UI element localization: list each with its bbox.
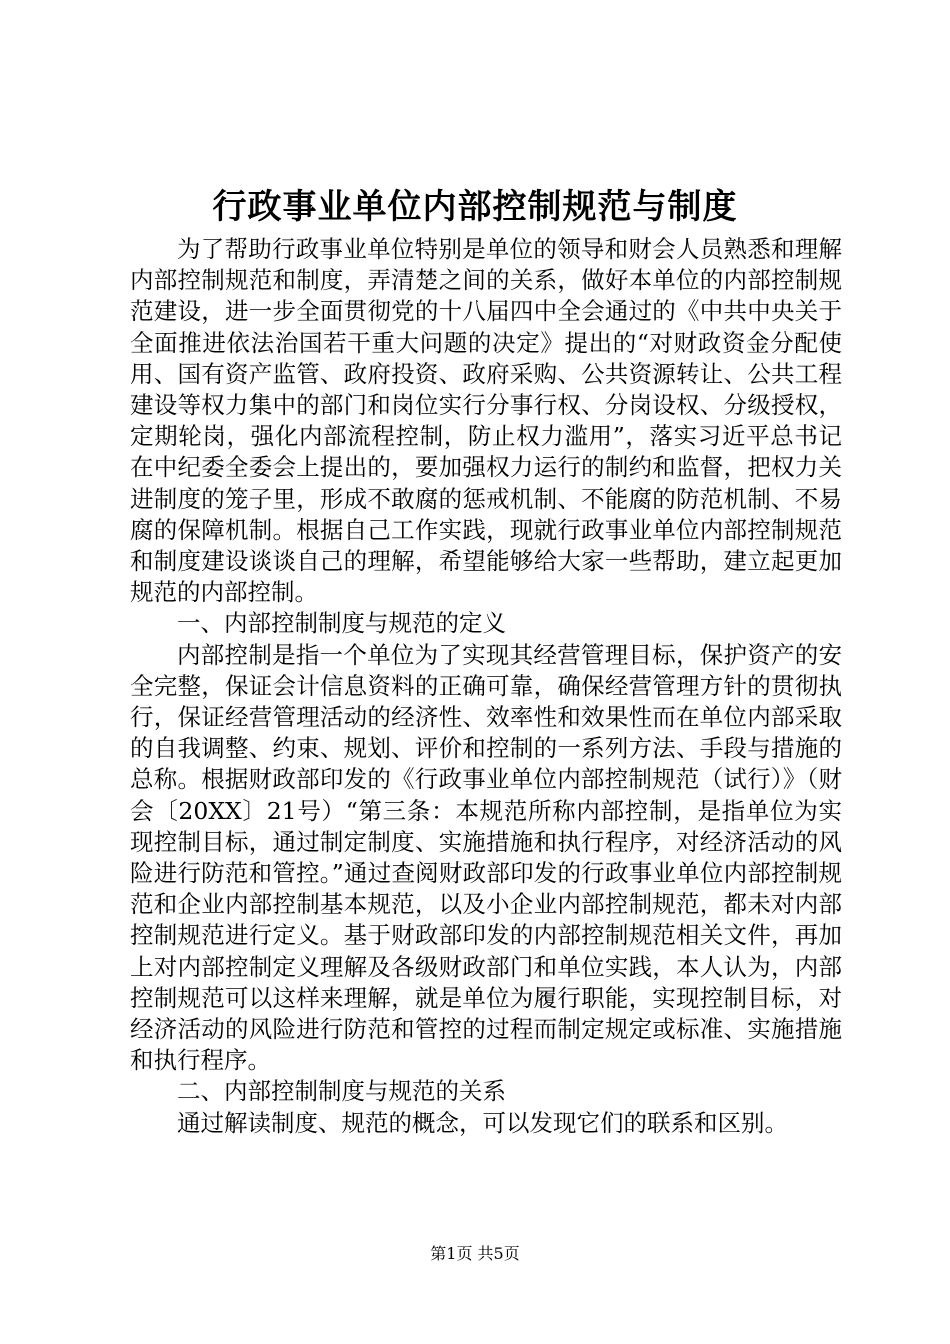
section-heading-2: 二、内部控制制度与规范的关系 — [177, 1077, 506, 1106]
page-number-footer: 第1页 共5页 — [430, 1244, 520, 1263]
section-heading-1: 一、内部控制制度与规范的定义 — [177, 609, 506, 638]
paragraph-relation: 通过解读制度、规范的概念，可以发现它们的联系和区别。 — [177, 1108, 788, 1137]
paragraph-intro: 为了帮助行政事业单位特别是单位的领导和财会人员熟悉和理解内部控制规范和制度，弄清楚之间的关系，做好本单位的内部控制规范建设，进一步全面贯彻党的十八届四中全会通过的《中共中央关于全面推进依法治国若干重大问题的决定》提出的“对财政资金分配使用、国有资产监管、政府投资、政府采购、公共资源转让、公共工程建设等权力集中的部门和岗位实行分事行权、分岗设权、分级授权，定期轮岗，强化内部流程控制，防止权力滥用”，落实习近平总书记在中纪委全委会上提出的，要加强权力运行的制约和监督，把权力关进制度的笼子里，形成不敢腐的惩戒机制、不能腐的防范机制、不易腐的保障机制。根据自己工作实践，现就行政事业单位内部控制规范和制度建设谈谈自己的理解，希望能够给大家一些帮助，建立起更加规范的内部控制。 — [130, 235, 842, 607]
document-title: 行政事业单位内部控制规范与制度 — [212, 187, 738, 227]
document-body — [130, 234, 842, 1139]
paragraph-definition: 内部控制是指一个单位为了实现其经营管理目标，保护资产的安全完整，保证会计信息资料的正确可靠，确保经营管理方针的贯彻执行，保证经营管理活动的经济性、效率性和效果性而在单位内部采取的自我调整、约束、规划、评价和控制的一系列方法、手段与措施的总称。根据财政部印发的《行政事业单位内部控制规范（试行）》（财会〔20XX〕21号）“第三条：本规范所称内部控制，是指单位为实现控制目标，通过制定制度、实施措施和执行程序，对经济活动的风险进行防范和管控。”通过查阅财政部印发的行政事业单位内部控制规范和企业内部控制基本规范，以及小企业内部控制规范，都未对内部控制规范进行定义。基于财政部印发的内部控制规范相关文件，再加上对内部控制定义理解及各级财政部门和单位实践，本人认为，内部控制规范可以这样来理解，就是单位为履行职能，实现控制目标，对经济活动的风险进行防范和管控的过程而制定规定或标准、实施措施和执行程序。 — [130, 640, 842, 1075]
